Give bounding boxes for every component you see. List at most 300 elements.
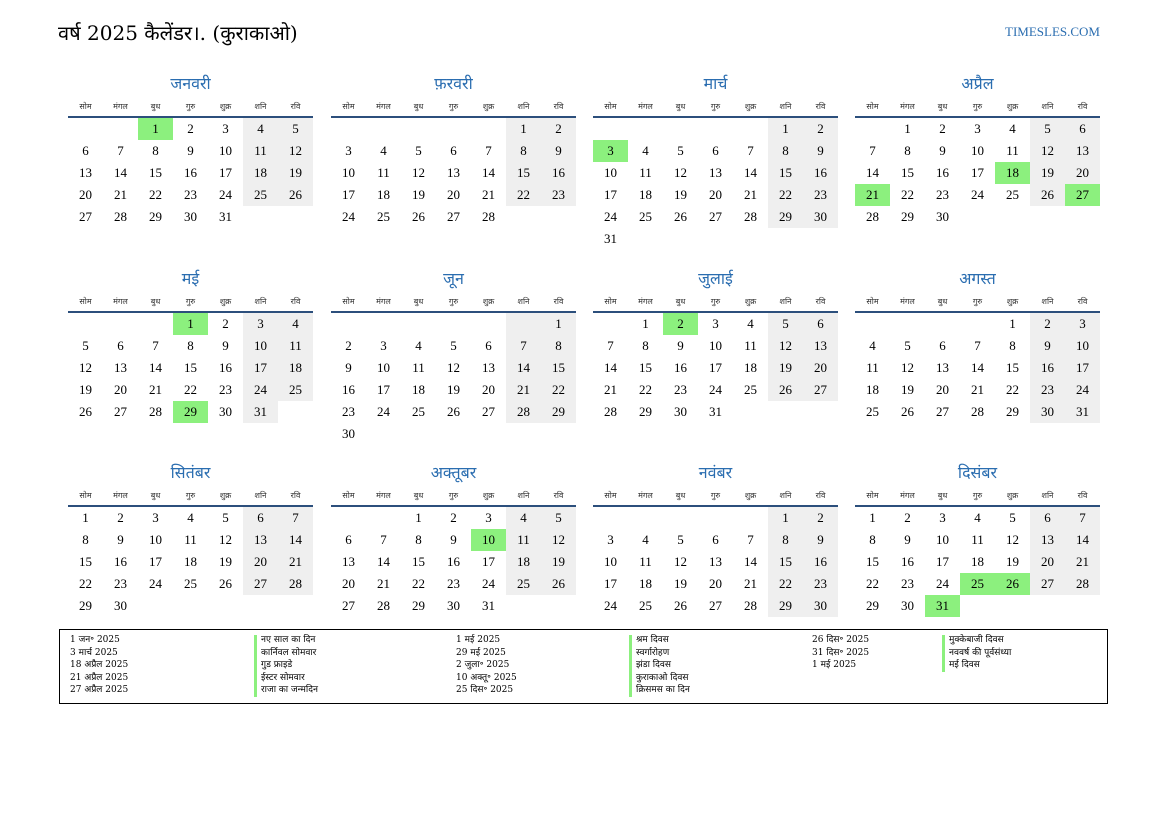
day-cell[interactable]: 31 [243, 401, 278, 423]
day-cell[interactable]: 7 [117, 143, 124, 158]
day-cell[interactable]: 28 [482, 209, 495, 224]
day-cell[interactable]: 3 [974, 121, 981, 136]
day-cell[interactable]: 10 [604, 554, 617, 569]
day-cell[interactable]: 10 [243, 335, 278, 357]
day-cell[interactable]: 13 [482, 360, 495, 375]
day-cell[interactable]: 17 [604, 187, 617, 202]
day-cell[interactable]: 13 [936, 360, 949, 375]
day-cell[interactable]: 4 [187, 510, 194, 525]
day-cell[interactable]: 26 [278, 184, 313, 206]
day-cell[interactable]: 20 [342, 576, 355, 591]
day-cell[interactable]: 11 [639, 554, 652, 569]
day-cell[interactable]: 24 [482, 576, 495, 591]
day-cell[interactable]: 16 [447, 554, 460, 569]
day-cell[interactable]: 28 [744, 209, 757, 224]
day-cell[interactable]: 31 [709, 404, 722, 419]
day-cell[interactable]: 2 [663, 313, 698, 335]
day-cell[interactable]: 16 [541, 162, 576, 184]
day-cell[interactable]: 23 [184, 187, 197, 202]
day-cell[interactable]: 20 [709, 187, 722, 202]
day-cell[interactable]: 11 [1006, 143, 1019, 158]
day-cell[interactable]: 14 [506, 357, 541, 379]
day-cell[interactable]: 26 [995, 573, 1030, 595]
day-cell[interactable]: 14 [866, 165, 879, 180]
day-cell[interactable]: 28 [1065, 573, 1100, 595]
day-cell[interactable]: 25 [412, 404, 425, 419]
day-cell[interactable]: 30 [674, 404, 687, 419]
day-cell[interactable]: 7 [869, 143, 876, 158]
day-cell[interactable]: 31 [482, 598, 495, 613]
day-cell[interactable]: 22 [1006, 382, 1019, 397]
day-cell[interactable]: 23 [541, 184, 576, 206]
day-cell[interactable]: 25 [639, 209, 652, 224]
day-cell[interactable]: 26 [412, 209, 425, 224]
day-cell[interactable]: 1 [173, 313, 208, 335]
day-cell[interactable]: 24 [219, 187, 232, 202]
day-cell[interactable]: 15 [866, 554, 879, 569]
day-cell[interactable]: 20 [709, 576, 722, 591]
day-cell[interactable]: 16 [901, 554, 914, 569]
day-cell[interactable]: 11 [506, 529, 541, 551]
day-cell[interactable]: 5 [768, 313, 803, 335]
day-cell[interactable]: 31 [604, 231, 617, 246]
day-cell[interactable]: 18 [744, 360, 757, 375]
day-cell[interactable]: 29 [639, 404, 652, 419]
day-cell[interactable]: 27 [709, 598, 722, 613]
day-cell[interactable]: 4 [642, 532, 649, 547]
day-cell[interactable]: 2 [904, 510, 911, 525]
day-cell[interactable]: 24 [604, 598, 617, 613]
day-cell[interactable]: 11 [639, 165, 652, 180]
day-cell[interactable]: 16 [342, 382, 355, 397]
day-cell[interactable]: 12 [412, 165, 425, 180]
day-cell[interactable]: 5 [677, 143, 684, 158]
day-cell[interactable]: 14 [971, 360, 984, 375]
day-cell[interactable]: 15 [79, 554, 92, 569]
day-cell[interactable]: 30 [447, 598, 460, 613]
day-cell[interactable]: 4 [243, 118, 278, 140]
day-cell[interactable]: 31 [925, 595, 960, 617]
day-cell[interactable]: 22 [901, 187, 914, 202]
day-cell[interactable]: 26 [447, 404, 460, 419]
day-cell[interactable]: 28 [971, 404, 984, 419]
day-cell[interactable]: 1 [869, 510, 876, 525]
day-cell[interactable]: 15 [768, 162, 803, 184]
day-cell[interactable]: 31 [1065, 401, 1100, 423]
day-cell[interactable]: 22 [541, 379, 576, 401]
day-cell[interactable]: 20 [803, 357, 838, 379]
day-cell[interactable]: 16 [184, 165, 197, 180]
day-cell[interactable]: 5 [278, 118, 313, 140]
day-cell[interactable]: 2 [541, 118, 576, 140]
day-cell[interactable]: 23 [803, 573, 838, 595]
day-cell[interactable]: 1 [138, 118, 173, 140]
day-cell[interactable]: 19 [278, 162, 313, 184]
day-cell[interactable]: 6 [1065, 118, 1100, 140]
day-cell[interactable]: 29 [768, 595, 803, 617]
day-cell[interactable]: 14 [149, 360, 162, 375]
day-cell[interactable]: 9 [222, 338, 229, 353]
day-cell[interactable]: 7 [380, 532, 387, 547]
day-cell[interactable]: 15 [412, 554, 425, 569]
day-cell[interactable]: 7 [278, 507, 313, 529]
day-cell[interactable]: 1 [82, 510, 89, 525]
day-cell[interactable]: 26 [768, 379, 803, 401]
day-cell[interactable]: 17 [709, 360, 722, 375]
day-cell[interactable]: 12 [278, 140, 313, 162]
day-cell[interactable]: 17 [149, 554, 162, 569]
day-cell[interactable]: 24 [377, 404, 390, 419]
day-cell[interactable]: 23 [803, 184, 838, 206]
day-cell[interactable]: 27 [482, 404, 495, 419]
day-cell[interactable]: 11 [412, 360, 425, 375]
day-cell[interactable]: 6 [345, 532, 352, 547]
day-cell[interactable]: 5 [415, 143, 422, 158]
day-cell[interactable]: 9 [677, 338, 684, 353]
day-cell[interactable]: 3 [712, 316, 719, 331]
day-cell[interactable]: 10 [1065, 335, 1100, 357]
day-cell[interactable]: 30 [803, 206, 838, 228]
day-cell[interactable]: 17 [936, 554, 949, 569]
day-cell[interactable]: 27 [709, 209, 722, 224]
day-cell[interactable]: 13 [709, 554, 722, 569]
day-cell[interactable]: 26 [79, 404, 92, 419]
day-cell[interactable]: 9 [345, 360, 352, 375]
day-cell[interactable]: 3 [939, 510, 946, 525]
day-cell[interactable]: 1 [642, 316, 649, 331]
day-cell[interactable]: 2 [345, 338, 352, 353]
day-cell[interactable]: 21 [744, 576, 757, 591]
day-cell[interactable]: 6 [712, 143, 719, 158]
day-cell[interactable]: 1 [541, 313, 576, 335]
day-cell[interactable]: 27 [1030, 573, 1065, 595]
day-cell[interactable]: 2 [117, 510, 124, 525]
day-cell[interactable]: 4 [642, 143, 649, 158]
day-cell[interactable]: 29 [541, 401, 576, 423]
day-cell[interactable]: 20 [936, 382, 949, 397]
day-cell[interactable]: 6 [82, 143, 89, 158]
day-cell[interactable]: 6 [939, 338, 946, 353]
day-cell[interactable]: 25 [377, 209, 390, 224]
day-cell[interactable]: 8 [642, 338, 649, 353]
day-cell[interactable]: 6 [450, 143, 457, 158]
day-cell[interactable]: 27 [79, 209, 92, 224]
day-cell[interactable]: 22 [184, 382, 197, 397]
day-cell[interactable]: 27 [447, 209, 460, 224]
day-cell[interactable]: 22 [412, 576, 425, 591]
day-cell[interactable]: 21 [278, 551, 313, 573]
day-cell[interactable]: 14 [604, 360, 617, 375]
day-cell[interactable]: 29 [768, 206, 803, 228]
day-cell[interactable]: 3 [380, 338, 387, 353]
day-cell[interactable]: 10 [377, 360, 390, 375]
day-cell[interactable]: 16 [803, 162, 838, 184]
day-cell[interactable]: 7 [747, 532, 754, 547]
day-cell[interactable]: 5 [1030, 118, 1065, 140]
day-cell[interactable]: 18 [639, 187, 652, 202]
day-cell[interactable]: 18 [278, 357, 313, 379]
day-cell[interactable]: 4 [278, 313, 313, 335]
day-cell[interactable]: 26 [674, 209, 687, 224]
day-cell[interactable]: 25 [866, 404, 879, 419]
day-cell[interactable]: 28 [506, 401, 541, 423]
day-cell[interactable]: 27 [342, 598, 355, 613]
day-cell[interactable]: 9 [117, 532, 124, 547]
day-cell[interactable]: 19 [412, 187, 425, 202]
day-cell[interactable]: 2 [450, 510, 457, 525]
day-cell[interactable]: 17 [604, 576, 617, 591]
day-cell[interactable]: 10 [342, 165, 355, 180]
day-cell[interactable]: 24 [342, 209, 355, 224]
day-cell[interactable]: 15 [149, 165, 162, 180]
day-cell[interactable]: 21 [482, 187, 495, 202]
day-cell[interactable]: 8 [904, 143, 911, 158]
day-cell[interactable]: 16 [114, 554, 127, 569]
day-cell[interactable]: 7 [506, 335, 541, 357]
day-cell[interactable]: 26 [541, 573, 576, 595]
day-cell[interactable]: 25 [506, 573, 541, 595]
day-cell[interactable]: 19 [79, 382, 92, 397]
day-cell[interactable]: 25 [184, 576, 197, 591]
day-cell[interactable]: 21 [506, 379, 541, 401]
day-cell[interactable]: 10 [471, 529, 506, 551]
day-cell[interactable]: 14 [744, 165, 757, 180]
day-cell[interactable]: 22 [866, 576, 879, 591]
day-cell[interactable]: 28 [114, 209, 127, 224]
day-cell[interactable]: 12 [1006, 532, 1019, 547]
day-cell[interactable]: 16 [674, 360, 687, 375]
day-cell[interactable]: 1 [1009, 316, 1016, 331]
day-cell[interactable]: 28 [604, 404, 617, 419]
day-cell[interactable]: 17 [482, 554, 495, 569]
day-cell[interactable]: 28 [149, 404, 162, 419]
day-cell[interactable]: 2 [1030, 313, 1065, 335]
day-cell[interactable]: 25 [1006, 187, 1019, 202]
day-cell[interactable]: 1 [415, 510, 422, 525]
day-cell[interactable]: 20 [243, 551, 278, 573]
day-cell[interactable]: 7 [974, 338, 981, 353]
day-cell[interactable]: 21 [114, 187, 127, 202]
day-cell[interactable]: 12 [79, 360, 92, 375]
day-cell[interactable]: 23 [674, 382, 687, 397]
day-cell[interactable]: 6 [712, 532, 719, 547]
day-cell[interactable]: 23 [936, 187, 949, 202]
day-cell[interactable]: 21 [855, 184, 890, 206]
day-cell[interactable]: 2 [222, 316, 229, 331]
day-cell[interactable]: 7 [1065, 507, 1100, 529]
day-cell[interactable]: 9 [541, 140, 576, 162]
day-cell[interactable]: 7 [747, 143, 754, 158]
day-cell[interactable]: 27 [1065, 184, 1100, 206]
day-cell[interactable]: 24 [1065, 379, 1100, 401]
day-cell[interactable]: 11 [971, 532, 984, 547]
day-cell[interactable]: 9 [939, 143, 946, 158]
day-cell[interactable]: 5 [1009, 510, 1016, 525]
day-cell[interactable]: 4 [1009, 121, 1016, 136]
day-cell[interactable]: 22 [506, 184, 541, 206]
day-cell[interactable]: 3 [607, 532, 614, 547]
day-cell[interactable]: 28 [278, 573, 313, 595]
day-cell[interactable]: 13 [342, 554, 355, 569]
day-cell[interactable]: 26 [219, 576, 232, 591]
day-cell[interactable]: 14 [1065, 529, 1100, 551]
day-cell[interactable]: 27 [114, 404, 127, 419]
day-cell[interactable]: 13 [709, 165, 722, 180]
day-cell[interactable]: 16 [936, 165, 949, 180]
day-cell[interactable]: 3 [243, 313, 278, 335]
day-cell[interactable]: 8 [187, 338, 194, 353]
day-cell[interactable]: 23 [447, 576, 460, 591]
day-cell[interactable]: 29 [79, 598, 92, 613]
day-cell[interactable]: 5 [222, 510, 229, 525]
day-cell[interactable]: 19 [447, 382, 460, 397]
day-cell[interactable]: 11 [866, 360, 879, 375]
day-cell[interactable]: 22 [79, 576, 92, 591]
day-cell[interactable]: 8 [82, 532, 89, 547]
day-cell[interactable]: 13 [114, 360, 127, 375]
day-cell[interactable]: 21 [149, 382, 162, 397]
day-cell[interactable]: 8 [415, 532, 422, 547]
day-cell[interactable]: 22 [768, 573, 803, 595]
day-cell[interactable]: 30 [114, 598, 127, 613]
day-cell[interactable]: 18 [377, 187, 390, 202]
day-cell[interactable]: 20 [114, 382, 127, 397]
day-cell[interactable]: 18 [506, 551, 541, 573]
day-cell[interactable]: 23 [1030, 379, 1065, 401]
day-cell[interactable]: 4 [974, 510, 981, 525]
day-cell[interactable]: 6 [117, 338, 124, 353]
day-cell[interactable]: 3 [345, 143, 352, 158]
day-cell[interactable]: 10 [219, 143, 232, 158]
day-cell[interactable]: 4 [506, 507, 541, 529]
day-cell[interactable]: 10 [149, 532, 162, 547]
day-cell[interactable]: 10 [936, 532, 949, 547]
day-cell[interactable]: 17 [1065, 357, 1100, 379]
day-cell[interactable]: 19 [1030, 162, 1065, 184]
day-cell[interactable]: 12 [674, 554, 687, 569]
day-cell[interactable]: 22 [768, 184, 803, 206]
day-cell[interactable]: 8 [541, 335, 576, 357]
day-cell[interactable]: 6 [803, 313, 838, 335]
day-cell[interactable]: 24 [604, 209, 617, 224]
day-cell[interactable]: 11 [184, 532, 197, 547]
day-cell[interactable]: 29 [1006, 404, 1019, 419]
day-cell[interactable]: 12 [674, 165, 687, 180]
day-cell[interactable]: 15 [768, 551, 803, 573]
day-cell[interactable]: 19 [674, 576, 687, 591]
day-cell[interactable]: 16 [1030, 357, 1065, 379]
day-cell[interactable]: 20 [1030, 551, 1065, 573]
day-cell[interactable]: 24 [971, 187, 984, 202]
day-cell[interactable]: 13 [1030, 529, 1065, 551]
day-cell[interactable]: 19 [901, 382, 914, 397]
day-cell[interactable]: 18 [412, 382, 425, 397]
day-cell[interactable]: 28 [866, 209, 879, 224]
day-cell[interactable]: 15 [184, 360, 197, 375]
day-cell[interactable]: 12 [447, 360, 460, 375]
day-cell[interactable]: 5 [541, 507, 576, 529]
day-cell[interactable]: 18 [184, 554, 197, 569]
day-cell[interactable]: 4 [747, 316, 754, 331]
day-cell[interactable]: 11 [744, 338, 757, 353]
day-cell[interactable]: 12 [541, 529, 576, 551]
day-cell[interactable]: 5 [82, 338, 89, 353]
day-cell[interactable]: 18 [866, 382, 879, 397]
day-cell[interactable]: 2 [803, 118, 838, 140]
day-cell[interactable]: 29 [866, 598, 879, 613]
day-cell[interactable]: 18 [639, 576, 652, 591]
day-cell[interactable]: 27 [803, 379, 838, 401]
day-cell[interactable]: 10 [971, 143, 984, 158]
day-cell[interactable]: 1 [506, 118, 541, 140]
day-cell[interactable]: 12 [901, 360, 914, 375]
day-cell[interactable]: 3 [222, 121, 229, 136]
day-cell[interactable]: 25 [744, 382, 757, 397]
day-cell[interactable]: 26 [901, 404, 914, 419]
day-cell[interactable]: 12 [768, 335, 803, 357]
day-cell[interactable]: 15 [1006, 360, 1019, 375]
day-cell[interactable]: 3 [593, 140, 628, 162]
day-cell[interactable]: 2 [939, 121, 946, 136]
day-cell[interactable]: 7 [485, 143, 492, 158]
day-cell[interactable]: 9 [450, 532, 457, 547]
day-cell[interactable]: 13 [1065, 140, 1100, 162]
day-cell[interactable]: 21 [604, 382, 617, 397]
day-cell[interactable]: 10 [709, 338, 722, 353]
day-cell[interactable]: 21 [744, 187, 757, 202]
day-cell[interactable]: 17 [971, 165, 984, 180]
day-cell[interactable]: 1 [768, 118, 803, 140]
day-cell[interactable]: 13 [447, 165, 460, 180]
day-cell[interactable]: 29 [412, 598, 425, 613]
day-cell[interactable]: 25 [243, 184, 278, 206]
day-cell[interactable]: 19 [541, 551, 576, 573]
day-cell[interactable]: 17 [243, 357, 278, 379]
day-cell[interactable]: 6 [1030, 507, 1065, 529]
day-cell[interactable]: 13 [243, 529, 278, 551]
site-link[interactable]: TIMESLES.COM [1005, 24, 1100, 39]
day-cell[interactable]: 7 [607, 338, 614, 353]
day-cell[interactable]: 26 [1030, 184, 1065, 206]
day-cell[interactable]: 4 [415, 338, 422, 353]
day-cell[interactable]: 12 [219, 532, 232, 547]
day-cell[interactable]: 28 [744, 598, 757, 613]
day-cell[interactable]: 11 [377, 165, 390, 180]
day-cell[interactable]: 24 [243, 379, 278, 401]
day-cell[interactable]: 24 [149, 576, 162, 591]
day-cell[interactable]: 25 [639, 598, 652, 613]
day-cell[interactable]: 14 [482, 165, 495, 180]
day-cell[interactable]: 5 [904, 338, 911, 353]
day-cell[interactable]: 20 [447, 187, 460, 202]
day-cell[interactable]: 9 [803, 529, 838, 551]
day-cell[interactable]: 19 [674, 187, 687, 202]
day-cell[interactable]: 8 [506, 140, 541, 162]
day-cell[interactable]: 5 [677, 532, 684, 547]
day-cell[interactable]: 11 [243, 140, 278, 162]
day-cell[interactable]: 14 [114, 165, 127, 180]
day-cell[interactable]: 3 [152, 510, 159, 525]
day-cell[interactable]: 19 [1006, 554, 1019, 569]
day-cell[interactable]: 25 [960, 573, 995, 595]
day-cell[interactable]: 19 [768, 357, 803, 379]
day-cell[interactable]: 15 [901, 165, 914, 180]
day-cell[interactable]: 9 [1030, 335, 1065, 357]
day-cell[interactable]: 31 [219, 209, 232, 224]
day-cell[interactable]: 30 [184, 209, 197, 224]
day-cell[interactable]: 12 [1030, 140, 1065, 162]
day-cell[interactable]: 23 [219, 382, 232, 397]
